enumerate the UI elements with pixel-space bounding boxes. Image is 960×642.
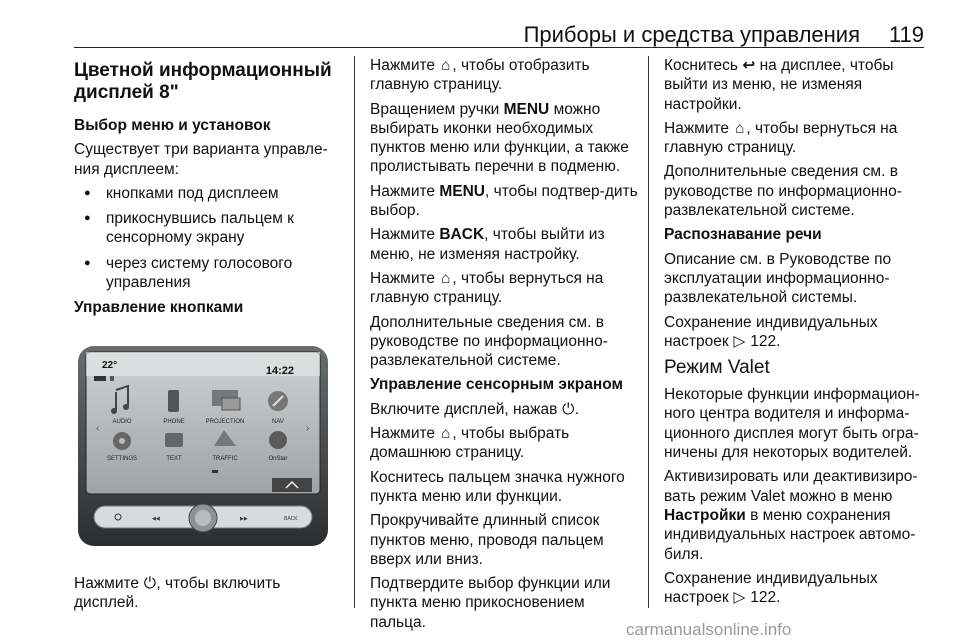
- paragraph: Некоторые функции информацион-ного центра водителя и информа-ционного дисплея могут быть огра-ничены для некоторых водителей.: [664, 386, 920, 462]
- power-instruction: Нажмите ⏻, чтобы включить дисплей.: [74, 574, 281, 611]
- column-divider: [648, 56, 649, 608]
- section-title-valet: Режим Valet: [664, 357, 770, 379]
- svg-text:◀◀: ◀◀: [152, 515, 160, 522]
- app-label-audio: AUDIO: [112, 418, 132, 425]
- paragraph: Нажмите ⌂ , чтобы вернуться на главную страницу.: [370, 269, 604, 307]
- paragraph: Нажмите ⌂ , чтобы отобразить главную страницу.: [370, 57, 590, 94]
- menu-intro: Существует три варианта управле-ния дисплеем:: [74, 141, 328, 178]
- control-options-list: [74, 184, 342, 292]
- app-label-projection: PROJECTION: [205, 418, 245, 425]
- watermark: carmanualsonline.info: [626, 620, 792, 639]
- paragraph: Прокручивайте длинный список пунктов меню, проводя пальцем вверх или вниз.: [370, 512, 604, 568]
- reference-arrow-icon: ▷: [733, 589, 746, 607]
- paragraph: Активизировать или деактивизиро-вать режим Valet можно в меню Настройки в меню сохранения индивидуальных настроек автомо-биля.: [664, 468, 918, 563]
- paragraph: Дополнительные сведения см. в руководстве по информационно-развлекательной системе.: [370, 313, 608, 370]
- column-3: [664, 56, 932, 612]
- paragraph: Нажмите MENU, чтобы подтвер-дить выбор.: [370, 182, 638, 220]
- subheading-buttons: Управление кнопками: [74, 299, 244, 317]
- section-title: Цветной информационный дисплей 8": [74, 60, 332, 103]
- paragraph: Нажмите ⌂ , чтобы выбрать домашнюю страницу.: [370, 425, 570, 462]
- page-number: 119: [888, 22, 924, 47]
- page-header: [74, 22, 924, 50]
- power-icon: ⏻: [562, 400, 575, 418]
- back-button-label: BACK: [284, 515, 298, 522]
- nav-icon: [268, 391, 288, 411]
- paragraph: Коснитесь пальцем значка нужного пункта меню или функции.: [370, 468, 625, 505]
- paragraph: Подтвердите выбор функции или пункта меню прикосновением пальца.: [370, 575, 611, 631]
- paragraph: Сохранение индивидуальных настроек ▷ 122.: [664, 569, 878, 607]
- paragraph: Включите дисплей, нажав ⏻.: [370, 400, 580, 418]
- phone-icon: [168, 390, 179, 412]
- power-icon: ⏻: [143, 574, 156, 592]
- subheading-menu: Выбор меню и установок: [74, 117, 271, 134]
- home-icon: ⌂: [441, 425, 451, 443]
- clock-readout: 14:22: [265, 364, 294, 377]
- text-icon: [165, 433, 183, 447]
- column-2: [370, 56, 638, 637]
- chevron-right-icon: ›: [306, 422, 310, 434]
- list-item: ● прикоснувшись пальцем к сенсорному экрану: [74, 209, 342, 248]
- app-label-onstar: OnStar: [268, 455, 288, 462]
- list-item: ● кнопками под дисплеем: [74, 184, 342, 203]
- reference-arrow-icon: ▷: [733, 332, 746, 350]
- app-label-text: TEXT: [166, 455, 182, 462]
- paragraph: Вращением ручки MENU можно выбирать иконки необходимых пунктов меню или функции, а также пролистывать перечни в подменю.: [370, 100, 629, 176]
- paragraph: Дополнительные сведения см. в руководстве по информационно-развлекательной системе.: [664, 163, 902, 220]
- back-arrow-icon: ↩: [742, 57, 756, 74]
- app-label-phone: PHONE: [163, 418, 185, 425]
- header-title: Приборы и средства управления: [523, 22, 860, 47]
- display-illustration: [72, 338, 334, 560]
- list-item: ● через систему голосового управления: [74, 254, 342, 293]
- home-icon: ⌂: [441, 57, 451, 74]
- subheading-touch: Управление сенсорным экраном: [370, 376, 623, 394]
- paragraph: Коснитесь ↩ на дисплее, чтобы выйти из меню, не изменяя настройки.: [664, 57, 894, 113]
- chevron-left-icon: ‹: [96, 422, 100, 434]
- svg-text:▶▶: ▶▶: [240, 515, 248, 522]
- app-label-nav: NAV: [272, 418, 284, 425]
- app-label-traffic: TRAFFIC: [212, 455, 238, 462]
- paragraph: Сохранение индивидуальных настроек ▷ 122.: [664, 313, 878, 350]
- column-1: [74, 56, 342, 617]
- home-icon: ⌂: [735, 119, 745, 137]
- settings-icon: [113, 432, 131, 450]
- home-icon: ⌂: [441, 269, 451, 287]
- paragraph: Нажмите ⌂ , чтобы вернуться на главную страницу.: [664, 119, 898, 157]
- paragraph: Нажмите BACK, чтобы выйти из меню, не изменяя настройку.: [370, 226, 605, 263]
- column-divider: [354, 56, 355, 608]
- temperature-readout: 22°: [102, 359, 118, 371]
- header-rule: [74, 47, 924, 48]
- onstar-icon: [269, 431, 287, 449]
- paragraph: Описание см. в Руководстве по эксплуатации информационно-развлекательной системы.: [664, 250, 892, 307]
- subheading-voice: Распознавание речи: [664, 226, 822, 244]
- app-label-settings: SETTINGS: [106, 455, 138, 462]
